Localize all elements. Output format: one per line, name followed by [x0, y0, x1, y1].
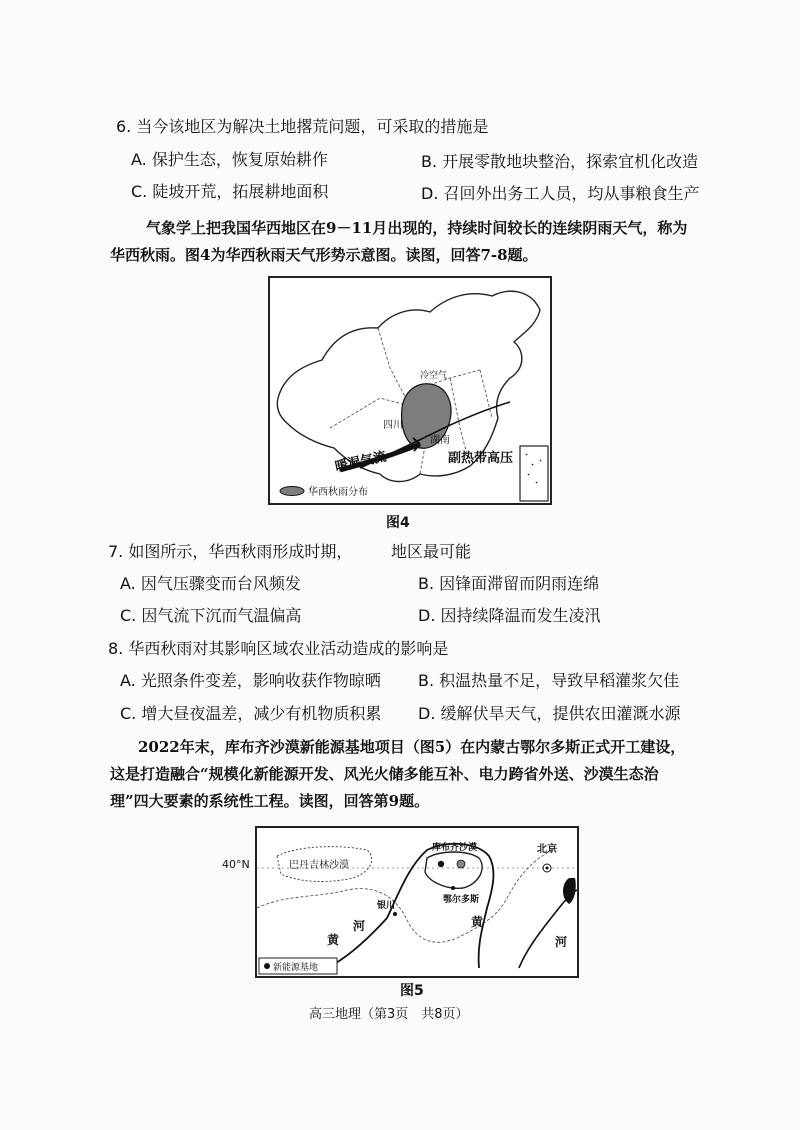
q6-stem: 6. 当今该地区为解决土地撂荒问题，可采取的措施是: [116, 117, 489, 136]
kubuqi-boundary: [425, 852, 482, 888]
legend-rain-swatch: [280, 487, 304, 496]
q7-option-c: [120, 606, 301, 626]
option-key: A.: [131, 150, 147, 169]
label-huang-1: 黄: [327, 933, 340, 947]
label-he-2: 河: [555, 935, 568, 949]
q6-option-c: [131, 182, 328, 202]
option-text: 因气压骤变而台风频发: [140, 574, 301, 593]
intro2-line3: 理”四大要素的系统性工程。读图，回答第9题。: [110, 792, 430, 810]
option-text: 因持续降温而发生凌汛: [440, 606, 601, 625]
q8-option-a: [120, 671, 381, 691]
option-text: 增大昼夜温差，减少有机物质积累: [141, 704, 382, 723]
option-key: C.: [120, 704, 137, 723]
option-text: 积温热量不足，导致早稻灌浆欠佳: [439, 671, 680, 690]
label-huang-2: 黄: [471, 915, 484, 929]
intro1-line2: 华西秋雨。图4为华西秋雨天气形势示意图。读图，回答7-8题。: [110, 246, 538, 264]
option-key: B.: [421, 152, 438, 171]
q7-option-b: [418, 574, 599, 594]
option-text: 保护生态，恢复原始耕作: [151, 150, 328, 169]
option-text: 缓解伏旱天气，提供农田灌溉水源: [440, 704, 681, 723]
fig4-caption: 图4: [386, 515, 410, 531]
option-text: 开展零散地块整治，探索宜机化改造: [442, 152, 699, 171]
q6-option-d: [421, 184, 700, 204]
option-key: D.: [421, 184, 439, 203]
q6-option-b: [421, 152, 698, 172]
fig4-svg: [270, 278, 550, 503]
base-marker: [438, 861, 444, 867]
q8-option-c: [120, 704, 381, 724]
intro2-line1: 2022年末，库布齐沙漠新能源基地项目（图5）在内蒙古鄂尔多斯正式开工建设，: [138, 738, 686, 756]
intro1-line1: 气象学上把我国华西地区在9－11月出现的，持续时间较长的连续阴雨天气，称为: [146, 219, 688, 237]
q7-stem-a: 7. 如图所示，华西秋雨形成时期，: [108, 542, 353, 561]
q8-stem: 8. 华西秋雨对其影响区域农业活动造成的影响是: [108, 639, 449, 658]
label-beijing: 北京: [537, 844, 557, 855]
option-text: 陡坡开荒，拓展耕地面积: [152, 182, 329, 201]
option-key: A.: [120, 574, 136, 593]
label-cold-air: 冷空气: [420, 371, 448, 381]
label-sichuan: 四川: [383, 420, 403, 431]
q6-option-a: [131, 150, 328, 170]
q8-option-d: [418, 704, 681, 724]
intro2-line2: 这是打造融合“规模化新能源开发、风光火储多能互补、电力跨省外送、沙漠生态治: [110, 765, 659, 783]
fig4-map: [268, 276, 552, 505]
label-ordos: 鄂尔多斯: [443, 895, 480, 905]
page-footer: 高三地理（第3页 共8页）: [309, 1007, 469, 1022]
inset-box: [520, 446, 548, 501]
label-warm-air: 暖湿气流: [333, 449, 388, 475]
option-key: D.: [418, 606, 436, 625]
option-key: B.: [418, 671, 435, 690]
label-yinchuan: 银川: [377, 901, 396, 911]
option-key: A.: [120, 671, 136, 690]
label-subtropical-high: 副热带高压: [448, 451, 514, 466]
legend-rain-label: 华西秋雨分布: [308, 487, 368, 498]
option-text: 因气流下沉而气温偏高: [141, 606, 302, 625]
option-text: 召回外出务工人员，均从事粮食生产: [443, 184, 700, 203]
fig5-svg: [257, 828, 577, 976]
label-kubuqi: 库布齐沙漠: [432, 843, 478, 853]
label-hunan: 湖南: [430, 435, 450, 446]
option-key: B.: [418, 574, 435, 593]
q7-option-d: [418, 606, 601, 626]
option-text: 光照条件变差，影响收获作物晾晒: [140, 671, 381, 690]
option-key: C.: [120, 606, 137, 625]
fig5-lat-label: 40°N: [222, 858, 250, 871]
q8-option-b: [418, 671, 679, 691]
label-he-1: 河: [353, 919, 366, 933]
q7-stem-b: 地区最可能: [391, 542, 472, 561]
legend-base-label: 新能源基地: [273, 963, 319, 973]
q7-option-a: [120, 574, 301, 594]
option-text: 因锋面滞留而阴雨连绵: [439, 574, 600, 593]
yellow-river: [327, 844, 493, 968]
option-key: D.: [418, 704, 436, 723]
label-badain: 巴丹吉林沙漠: [289, 860, 349, 871]
option-key: C.: [131, 182, 148, 201]
fig5-caption: 图5: [400, 983, 424, 999]
fig5-map: [255, 826, 579, 978]
legend-base-dot: [264, 963, 270, 969]
